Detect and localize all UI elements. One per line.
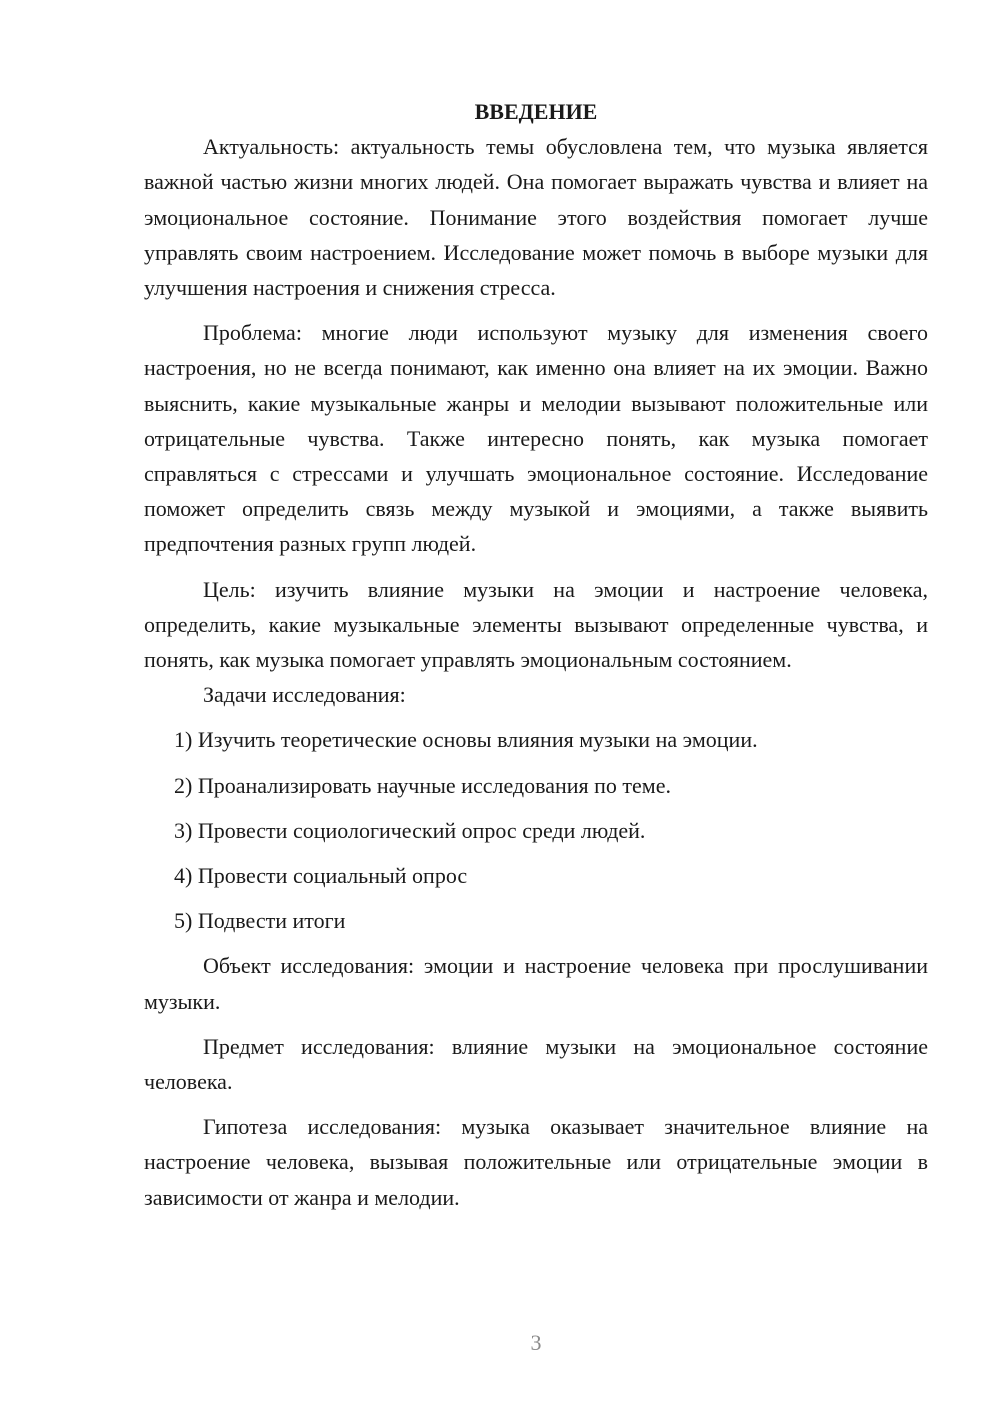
section-heading: ВВЕДЕНИЕ xyxy=(474,99,598,124)
paragraph-subject: Предмет исследования: влияние музыки на эмоциональное состояние человека. xyxy=(144,1033,928,1095)
paragraph-goal: Цель: изучить влияние музыки на эмоции и настроение человека, определить, какие музыкальные элементы вызывают определенные чувства, и понять, как музыка помогает управлять эмоциональным состоянием. xyxy=(144,576,928,673)
page-content xyxy=(144,94,928,1215)
paragraph-relevance: Актуальность: актуальность темы обусловлена тем, что музыка является важной частью жизни многих людей. Она помогает выражать чувства и влияет на эмоциональное состояние. Понимание этого воздействия помогает лучше управлять своим настроением. Исследование может помочь в выборе музыки для улучшения настроения и снижения стресса. xyxy=(144,134,928,301)
list-item: 2) Проанализировать научные исследования по теме. xyxy=(174,772,671,798)
task-list xyxy=(144,722,928,938)
paragraph-hypothesis: Гипотеза исследования: музыка оказывает значительное влияние на настроение человека, вызывая положительные или отрицательные эмоции в зависимости от жанра и мелодии. xyxy=(144,1114,928,1210)
tasks-title: Задачи исследования: xyxy=(203,682,406,708)
paragraph-object: Объект исследования: эмоции и настроение человека при прослушивании музыки. xyxy=(144,953,928,1014)
page-number: 3 xyxy=(530,1330,542,1355)
list-item: 4) Провести социальный опрос xyxy=(174,863,468,889)
list-item: 3) Провести социологический опрос среди людей. xyxy=(174,817,646,843)
list-item: 5) Подвести итоги xyxy=(174,908,346,934)
paragraph-problem: Проблема: многие люди используют музыку для изменения своего настроения, но не всегда понимают, как именно она влияет на их эмоции. Важно выяснить, какие музыкальные жанры и мелодии вызывают положительные или отрицательные чувства. Также интересно понять, как музыка помогает справляться с стрессами и улучшать эмоциональное состояние. Исследование поможет определить связь между музыкой и эмоциями, а также выявить предпочтения разных групп людей. xyxy=(144,320,928,557)
list-item: 1) Изучить теоретические основы влияния музыки на эмоции. xyxy=(174,727,758,753)
